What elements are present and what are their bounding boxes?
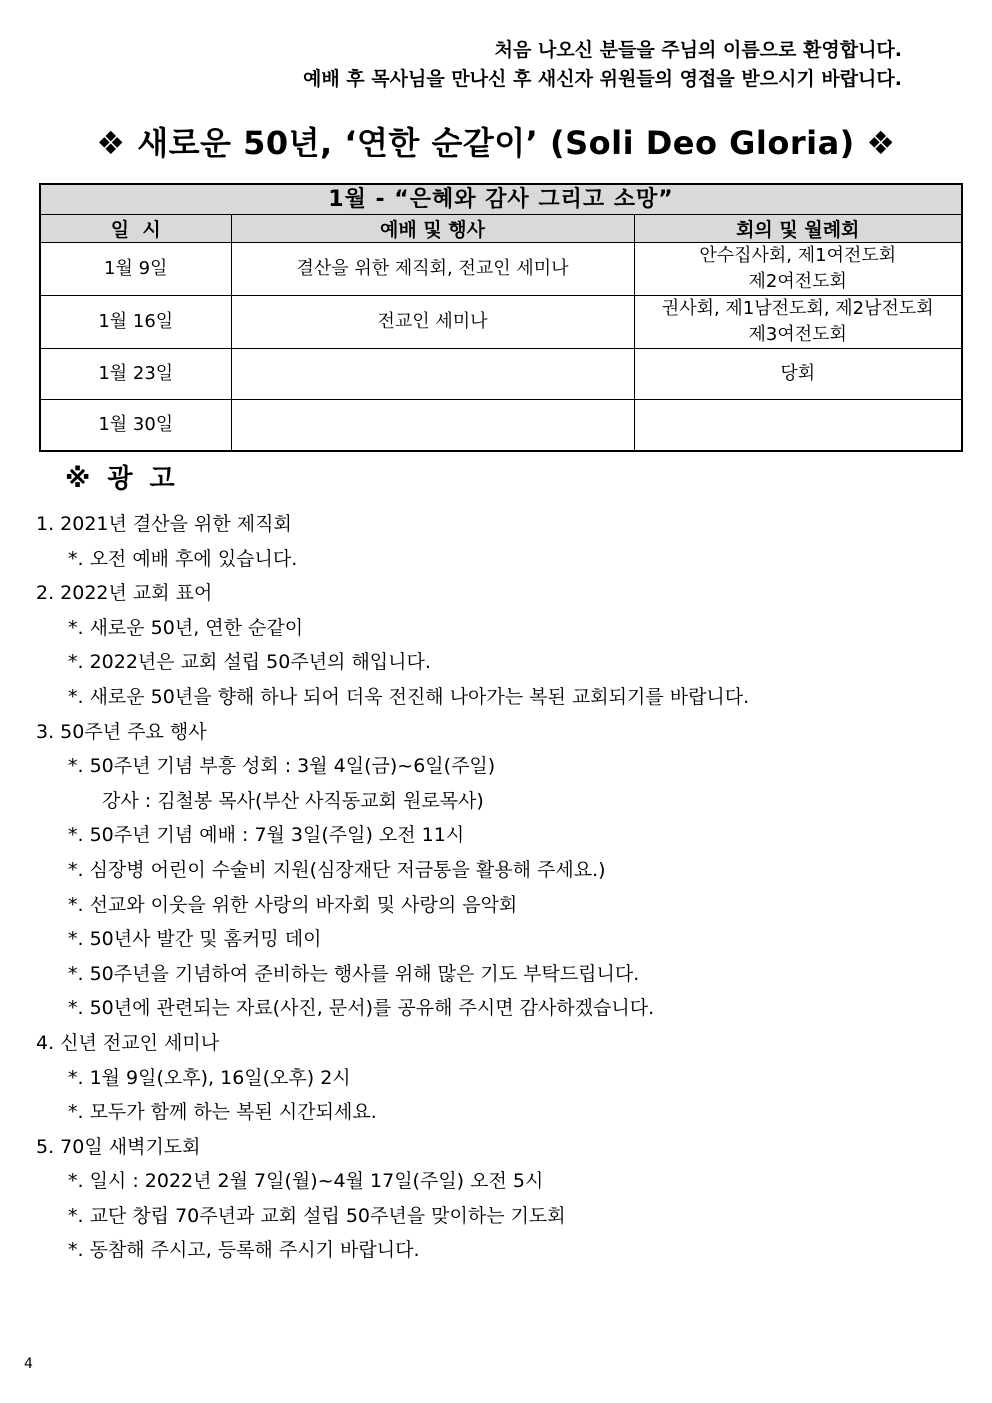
- row-date: 1월 23일: [40, 349, 231, 400]
- notice-detail: *. 교단 창립 70주년과 교회 설립 50주년을 맞이하는 기도회: [68, 1204, 566, 1227]
- notice-detail: *. 50주년 기념 부흥 성회 : 3월 4일(금)~6일(주일): [68, 755, 496, 778]
- notice-title: 3. 50주년 주요 행사: [36, 720, 207, 743]
- row-date: 1월 9일: [40, 243, 231, 296]
- notice-detail: *. 모두가 함께 하는 복된 시간되세요.: [68, 1101, 377, 1124]
- notice-title: 1. 2021년 결산을 위한 제직회: [36, 513, 292, 535]
- notice-detail: *. 심장병 어린이 수술비 지원(심장재단 저금통을 활용해 주세요.): [68, 858, 606, 881]
- row-meeting-line-2: 제2여전도회: [748, 271, 847, 292]
- notice-title: 5. 70일 새벽기도회: [36, 1135, 201, 1158]
- notice-title: 4. 신년 전교인 세미나: [36, 1031, 220, 1054]
- page-title: ❖ 새로운 50년, ‘연한 순같이’ (Soli Deo Gloria) ❖: [96, 124, 896, 162]
- welcome-message: [82, 36, 902, 94]
- welcome-line-1: 처음 나오신 분들을 주님의 이름으로 환영합니다.: [494, 39, 902, 61]
- notice-detail: 강사 : 김철봉 목사(부산 사직동교회 원로목사): [102, 789, 484, 812]
- header-date: 일 시: [40, 215, 231, 243]
- row-event: [231, 400, 634, 452]
- notice-detail: *. 오전 예배 후에 있습니다.: [68, 547, 298, 570]
- schedule-row: [40, 400, 962, 452]
- row-meeting: [634, 243, 962, 296]
- notice-detail: *. 동참해 주시고, 등록해 주시기 바랍니다.: [68, 1239, 420, 1262]
- notice-title: 2. 2022년 교회 표어: [36, 582, 213, 605]
- row-event: [231, 349, 634, 400]
- row-event: 전교인 세미나: [231, 296, 634, 349]
- notice-detail: *. 2022년은 교회 설립 50주년의 해입니다.: [68, 651, 431, 674]
- row-meeting-line-1: 안수집사회, 제1여전도회: [699, 245, 897, 266]
- notice-detail: *. 50주년 기념 예배 : 7월 3일(주일) 오전 11시: [68, 824, 465, 847]
- notices-heading: ※ 광 고: [65, 464, 179, 494]
- schedule-month-title: 1월 - “은혜와 감사 그리고 소망”: [40, 184, 962, 215]
- schedule-row: [40, 349, 962, 400]
- row-meeting-line-1: 당회: [780, 363, 816, 384]
- row-date: 1월 16일: [40, 296, 231, 349]
- row-meeting: [634, 400, 962, 452]
- row-meeting: [634, 296, 962, 349]
- notices-list: [36, 507, 956, 1268]
- welcome-line-2: 예배 후 목사님을 만나신 후 새신자 위원들의 영접을 받으시기 바랍니다.: [302, 68, 902, 90]
- notice-detail: *. 50년에 관련되는 자료(사진, 문서)를 공유해 주시면 감사하겠습니다.: [68, 997, 655, 1020]
- notice-detail: *. 일시 : 2022년 2월 7일(월)~4월 17일(주일) 오전 5시: [68, 1170, 544, 1193]
- row-meeting: [634, 349, 962, 400]
- schedule-table: [39, 183, 963, 452]
- page-number: 4: [24, 1356, 33, 1372]
- row-date: 1월 30일: [40, 400, 231, 452]
- notice-detail: *. 새로운 50년, 연한 순같이: [68, 616, 304, 639]
- notice-detail: *. 50년사 발간 및 홈커밍 데이: [68, 928, 322, 951]
- notice-detail: *. 50주년을 기념하여 준비하는 행사를 위해 많은 기도 부탁드립니다.: [68, 962, 640, 985]
- row-meeting-line-1: 권사회, 제1남전도회, 제2남전도회: [661, 298, 934, 319]
- header-event: 예배 및 행사: [231, 215, 634, 243]
- row-meeting-line-2: 제3여전도회: [748, 324, 847, 345]
- schedule-row: [40, 296, 962, 349]
- notice-detail: *. 새로운 50년을 향해 하나 되어 더욱 전진해 나아가는 복된 교회되기를 바랍니다.: [68, 685, 750, 708]
- schedule-row: [40, 243, 962, 296]
- row-event: 결산을 위한 제직회, 전교인 세미나: [231, 243, 634, 296]
- notice-detail: *. 선교와 이웃을 위한 사랑의 바자회 및 사랑의 음악회: [68, 893, 518, 916]
- notice-detail: *. 1월 9일(오후), 16일(오후) 2시: [68, 1066, 351, 1089]
- header-meeting: 회의 및 월례회: [634, 215, 962, 243]
